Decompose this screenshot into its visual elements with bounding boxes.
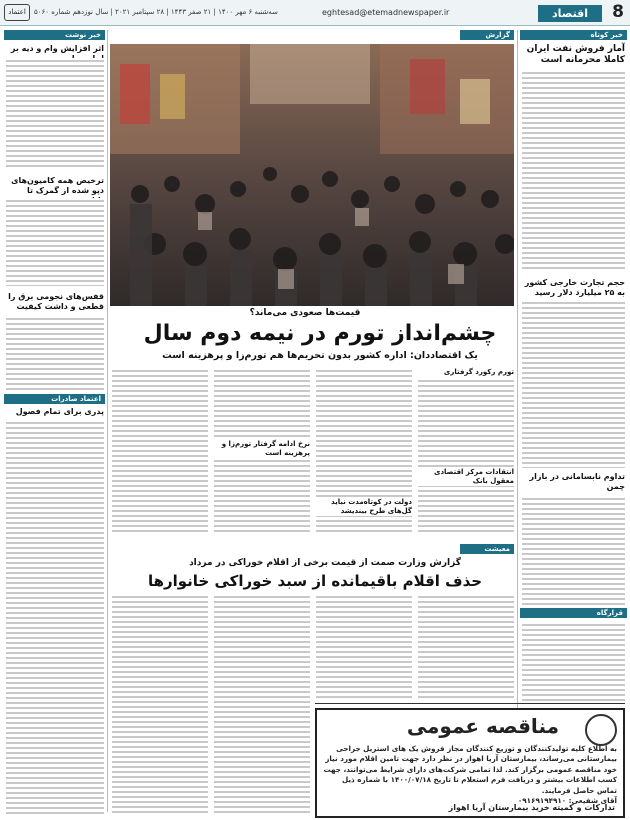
story-subhead-2: انتقادات مرکز اقتصادی معقول بانک — [418, 468, 514, 486]
story-column-4 — [112, 368, 208, 532]
email-address[interactable]: eghtesad@etemadnewspaper.ir — [322, 8, 450, 17]
left-body-text-2 — [6, 198, 104, 286]
right-headline-3: تداوم نابسامانی در بازار چمن — [529, 472, 625, 491]
main-headline: چشم‌انداز تورم در نیمه دوم سال — [143, 321, 497, 346]
photo-caption: قیمت‌ها صعودی می‌ماند؟ — [249, 308, 361, 318]
right-body-text-4 — [522, 622, 625, 704]
story-subhead-3: دولت در کوتاه‌مدت نباید گل‌های طرح بیندیشد — [316, 498, 412, 516]
tender-signature: تدارکات و کمیته خرید بیمارستان آریا اهواز — [448, 803, 615, 812]
left-headline-4: پدری برای تمام فصول — [15, 407, 104, 416]
tender-contact[interactable]: آقای شفیعی: ۰۹۱۶۹۱۹۴۹۱۰ — [517, 796, 617, 806]
second-story-column-4 — [112, 594, 208, 816]
ad-divider — [315, 703, 625, 704]
right-column-header: خبر کوتاه — [520, 30, 627, 40]
second-story-kicker: گزارش وزارت صمت از قیمت برخی از اقلام خوراکی در مرداد — [189, 558, 461, 568]
left-subsection-header: اعتماد صادرات — [4, 394, 105, 404]
story-subhead-1: تورم رکورد گرفتاری — [418, 368, 514, 377]
hospital-logo-icon — [585, 714, 617, 746]
second-story-column-1 — [418, 594, 514, 700]
column-rule — [517, 30, 518, 812]
left-body-text-1 — [6, 58, 104, 170]
tender-title: مناقصه عمومی — [406, 714, 559, 738]
newspaper-logo: اعتماد — [4, 4, 30, 21]
story-subhead-4: نرخ ادامه گرفتار تورم‌زا و پرهزینه است — [214, 440, 310, 458]
second-story-column-3 — [214, 594, 310, 816]
page-number: 8 — [612, 2, 624, 22]
section-label: اقتصاد — [538, 5, 602, 22]
left-headline-3: قفس‌های نجومی برق را قطعی و داشت کیفیت — [8, 292, 104, 311]
dateline: سه‌شنبه ۶ مهر ۱۴۰۰ | ۲۱ صفر ۱۴۴۳ | ۲۸ سپتامبر ۲۰۲۱ | سال نوزدهم شماره ۵۰۶۰ — [34, 8, 278, 16]
tender-body-text: به اطلاع کلیه تولیدکنندگان و توزیع کنندگان مجاز فروش یک های استریل جراحی بیمارستانی می‌رساند، بیمارستان آریا اهواز در نظر دارد جهت تامین اقلام مورد نیاز خود مناقصه عمومی برگزار کند. لذا تمامی شرکت‌های دارای شرایط می‌توانند، جهت کسب اطلاعات بیشتر و دریافت فرم استعلام تا تاریخ ۱۴۰۰/۰۷/۱۸ با شماره ذیل تماس حاصل فرمایند. — [323, 744, 617, 795]
masthead — [0, 0, 630, 26]
second-story-tag: معیشت — [460, 544, 514, 554]
left-body-text-3 — [6, 316, 104, 390]
column-rule — [107, 30, 108, 812]
tender-advertisement — [315, 708, 625, 818]
right-body-text-1 — [522, 70, 625, 270]
left-headline-2: ترخیص همه کامیون‌های دپو شده از گمرک تا — [11, 176, 104, 195]
story-column-1 — [418, 368, 514, 532]
second-story-headline: حذف اقلام باقیمانده از سبد خوراکی خانوارها — [147, 572, 483, 590]
bazaar-crowd-photo — [110, 44, 514, 306]
second-story-column-2 — [316, 594, 412, 700]
report-tag: گزارش — [460, 30, 514, 40]
main-subheadline: یک اقتصاددان: اداره کشور بدون تحریم‌ها هم تورم‌زا و پرهزینه است — [162, 350, 478, 361]
right-subsection-header: قرارگاه — [520, 608, 627, 618]
left-column-header: خبر نوشت — [4, 30, 105, 40]
left-body-text-4 — [6, 420, 104, 816]
tender-body — [321, 744, 617, 807]
right-body-text-3 — [522, 496, 625, 606]
right-headline-2: حجم تجارت خارجی کشور به ۲۵ میلیارد دلار رسید — [524, 278, 625, 297]
left-headline-1: اثر افزایش وام و دیه بر — [10, 44, 104, 53]
right-body-text-2 — [522, 300, 625, 468]
right-headline-1: آمار فروش نفت ایران کاملا محرمانه است — [526, 44, 625, 66]
